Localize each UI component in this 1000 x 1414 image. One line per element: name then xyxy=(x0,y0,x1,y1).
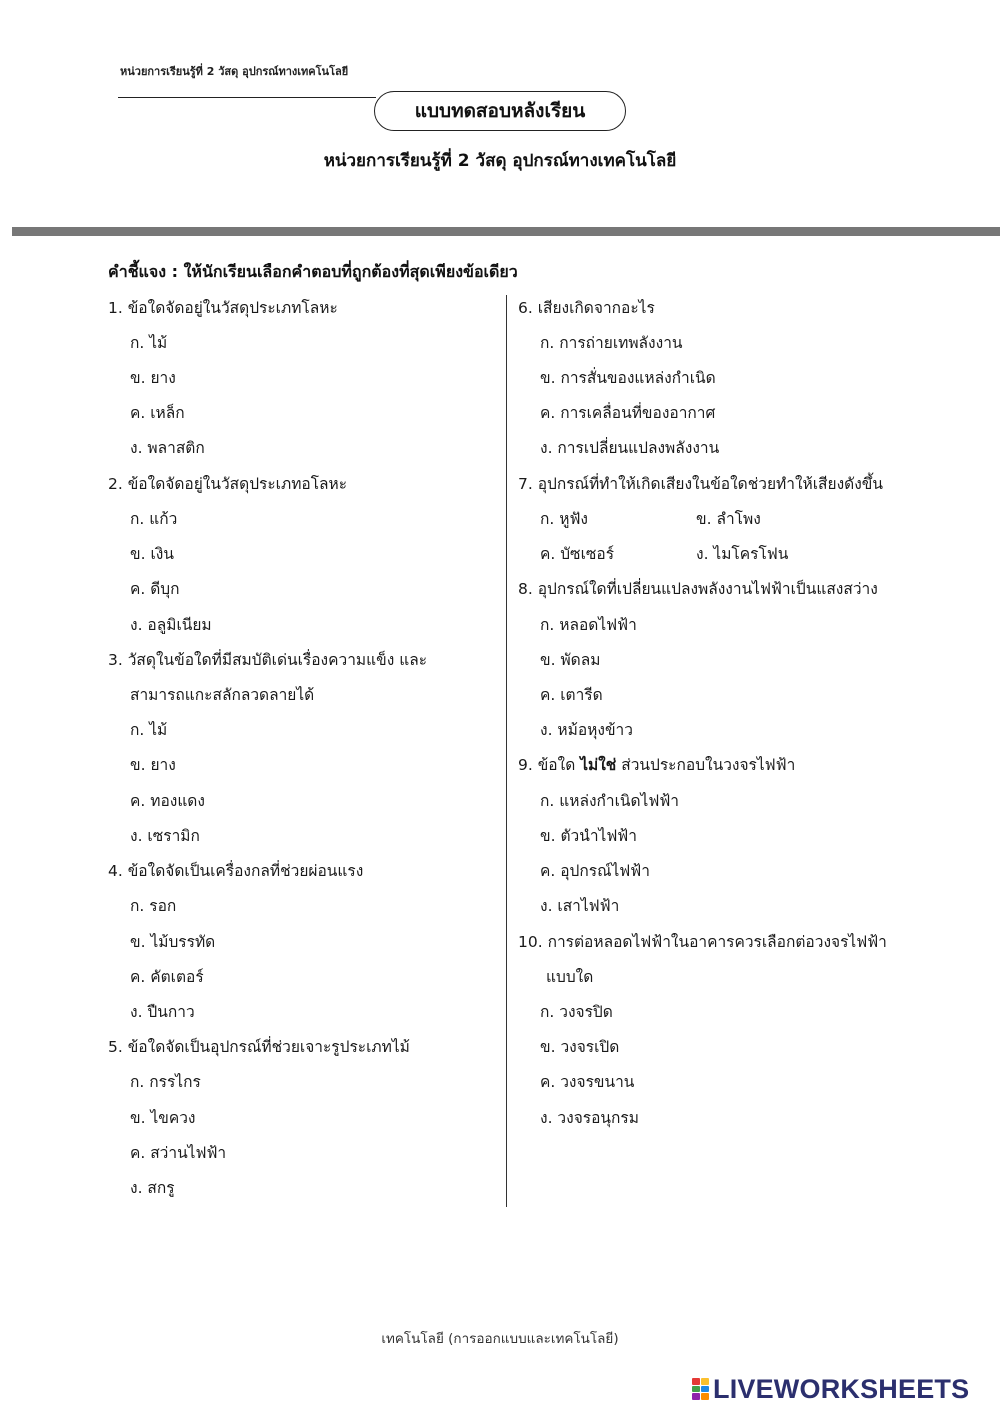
column-divider xyxy=(506,295,507,1207)
choice-6a[interactable]: ก. การถ่ายเทพลังงาน xyxy=(540,334,683,352)
question-3: 3. วัสดุในข้อใดที่มีสมบัติเด่นเรื่องความแข็ง และ xyxy=(108,651,428,669)
choice-10b[interactable]: ข. วงจรเปิด xyxy=(540,1038,620,1056)
page-footer: เทคโนโลยี (การออกแบบและเทคโนโลยี) xyxy=(381,1331,619,1347)
logo-block xyxy=(692,1378,700,1385)
choice-2a[interactable]: ก. แก้ว xyxy=(130,510,178,528)
question-5: 5. ข้อใดจัดเป็นอุปกรณ์ที่ช่วยเจาะรูประเภทไม้ xyxy=(108,1038,410,1056)
question-9-prefix: 9. ข้อใด xyxy=(518,756,576,774)
question-9-negation: ไม่ใช่ xyxy=(580,756,617,774)
question-10-continued: แบบใด xyxy=(546,968,594,986)
choice-7d[interactable]: ง. ไมโครโฟน xyxy=(696,545,789,563)
choice-6d[interactable]: ง. การเปลี่ยนแปลงพลังงาน xyxy=(540,439,720,457)
choice-4d[interactable]: ง. ปืนกาว xyxy=(130,1003,195,1021)
choice-1a[interactable]: ก. ไม้ xyxy=(130,334,168,352)
running-head-rule xyxy=(118,97,376,98)
choice-9d[interactable]: ง. เสาไฟฟ้า xyxy=(540,897,620,915)
choice-4a[interactable]: ก. รอก xyxy=(130,897,177,915)
choice-5d[interactable]: ง. สกรู xyxy=(130,1179,175,1197)
question-1: 1. ข้อใดจัดอยู่ในวัสดุประเภทโลหะ xyxy=(108,299,338,317)
question-7: 7. อุปกรณ์ที่ทำให้เกิดเสียงในข้อใดช่วยทำให้เสียงดังขึ้น xyxy=(518,475,883,493)
choice-1b[interactable]: ข. ยาง xyxy=(130,369,176,387)
logo-block xyxy=(692,1393,700,1400)
choice-10a[interactable]: ก. วงจรปิด xyxy=(540,1003,613,1021)
section-divider xyxy=(12,227,1000,236)
choice-4c[interactable]: ค. คัตเตอร์ xyxy=(130,968,204,986)
choice-6b[interactable]: ข. การสั่นของแหล่งกำเนิด xyxy=(540,369,716,387)
question-8: 8. อุปกรณ์ใดที่เปลี่ยนแปลงพลังงานไฟฟ้าเป็นแสงสว่าง xyxy=(518,580,878,598)
choice-5b[interactable]: ข. ไขควง xyxy=(130,1109,196,1127)
logo-block xyxy=(701,1378,709,1385)
choice-9c[interactable]: ค. อุปกรณ์ไฟฟ้า xyxy=(540,862,650,880)
choice-10c[interactable]: ค. วงจรขนาน xyxy=(540,1073,635,1091)
choice-5a[interactable]: ก. กรรไกร xyxy=(130,1073,201,1091)
choice-3c[interactable]: ค. ทองแดง xyxy=(130,792,205,810)
choice-9a[interactable]: ก. แหล่งกำเนิดไฟฟ้า xyxy=(540,792,680,810)
question-4: 4. ข้อใดจัดเป็นเครื่องกลที่ช่วยผ่อนแรง xyxy=(108,862,364,880)
liveworksheets-brand[interactable] xyxy=(692,1373,970,1404)
choice-6c[interactable]: ค. การเคลื่อนที่ของอากาศ xyxy=(540,404,716,422)
choice-8b[interactable]: ข. พัดลม xyxy=(540,651,601,669)
choice-10d[interactable]: ง. วงจรอนุกรม xyxy=(540,1109,639,1127)
question-9 xyxy=(518,754,795,776)
choice-2c[interactable]: ค. ดีบุก xyxy=(130,580,180,598)
choice-2b[interactable]: ข. เงิน xyxy=(130,545,174,563)
choice-7b[interactable]: ข. ลำโพง xyxy=(696,510,761,528)
choice-8c[interactable]: ค. เตารีด xyxy=(540,686,603,704)
choice-7a[interactable]: ก. หูฟัง xyxy=(540,510,588,528)
page-title: แบบทดสอบหลังเรียน xyxy=(414,100,586,122)
choice-9b[interactable]: ข. ตัวนำไฟฟ้า xyxy=(540,827,637,845)
logo-block xyxy=(701,1386,709,1393)
title-box xyxy=(374,91,626,131)
question-2: 2. ข้อใดจัดอยู่ในวัสดุประเภทอโลหะ xyxy=(108,475,348,493)
choice-8a[interactable]: ก. หลอดไฟฟ้า xyxy=(540,616,637,634)
question-9-rest: ส่วนประกอบในวงจรไฟฟ้า xyxy=(621,756,796,774)
choice-5c[interactable]: ค. สว่านไฟฟ้า xyxy=(130,1144,227,1162)
choice-3a[interactable]: ก. ไม้ xyxy=(130,721,168,739)
question-3-continued: สามารถแกะสลักลวดลายได้ xyxy=(130,686,315,704)
choice-1c[interactable]: ค. เหล็ก xyxy=(130,404,185,422)
choice-4b[interactable]: ข. ไม้บรรทัด xyxy=(130,933,216,951)
brand-name: LIVEWORKSHEETS xyxy=(713,1373,970,1404)
page-subtitle: หน่วยการเรียนรู้ที่ 2 วัสดุ อุปกรณ์ทางเทคโนโลยี xyxy=(323,151,677,171)
choice-2d[interactable]: ง. อลูมิเนียม xyxy=(130,616,212,634)
running-head: หน่วยการเรียนรู้ที่ 2 วัสดุ อุปกรณ์ทางเทคโนโลยี xyxy=(120,65,349,78)
question-10: 10. การต่อหลอดไฟฟ้าในอาคารควรเลือกต่อวงจรไฟฟ้า xyxy=(518,933,887,951)
choice-3b[interactable]: ข. ยาง xyxy=(130,756,176,774)
liveworksheets-logo-icon xyxy=(692,1378,709,1400)
logo-block xyxy=(692,1386,700,1393)
choice-7c[interactable]: ค. บัซเซอร์ xyxy=(540,545,615,563)
choice-3d[interactable]: ง. เซรามิก xyxy=(130,827,200,845)
logo-block xyxy=(701,1393,709,1400)
question-6: 6. เสียงเกิดจากอะไร xyxy=(518,299,655,317)
choice-1d[interactable]: ง. พลาสติก xyxy=(130,439,205,457)
choice-8d[interactable]: ง. หม้อหุงข้าว xyxy=(540,721,633,739)
instruction: คำชี้แจง : ให้นักเรียนเลือกคำตอบที่ถูกต้องที่สุดเพียงข้อเดียว xyxy=(108,262,518,281)
